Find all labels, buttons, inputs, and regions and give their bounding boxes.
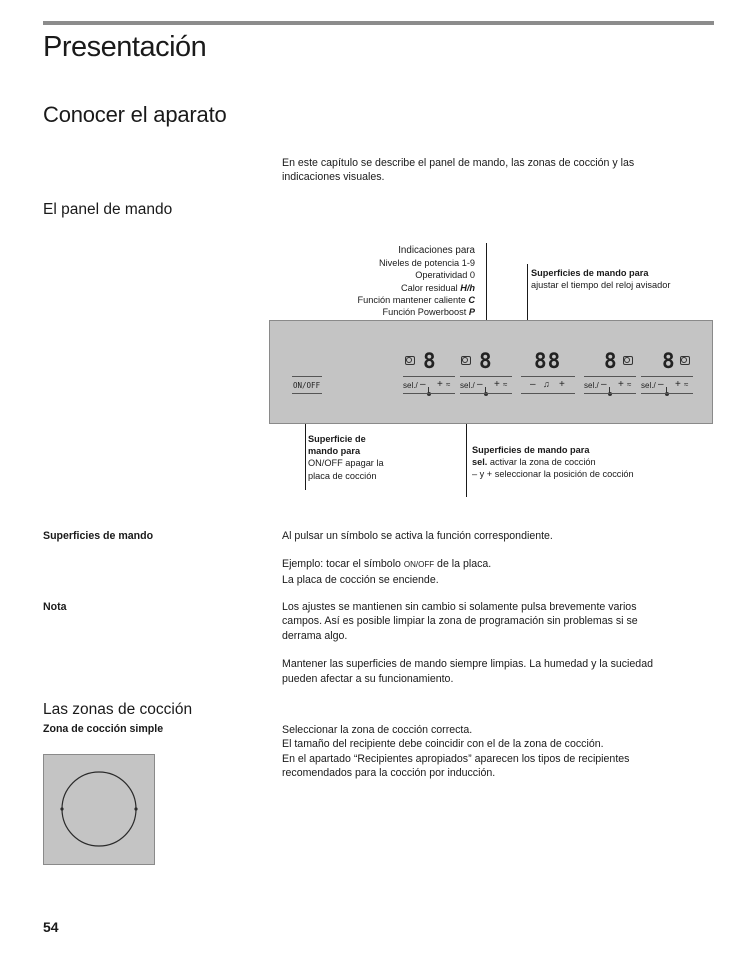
thermometer-icon: [608, 387, 611, 396]
timer-minus-button[interactable]: –: [530, 379, 536, 390]
single-zone-illustration: [43, 754, 155, 865]
controls-text: Al pulsar un símbolo se activa la función correspondiente. Ejemplo: tocar el símbolo ON/OFF de la placa. La placa de cocción se enciende.: [282, 530, 553, 586]
select-callout: Superficies de mando para sel. activar la zona de cocción – y + seleccionar la posición de cocción: [472, 445, 634, 480]
zone-2-display: 8: [479, 349, 493, 373]
zone-front-right-icon: [680, 356, 690, 365]
timer-display: 88: [534, 349, 562, 373]
powerboost-icon[interactable]: ≈: [446, 380, 451, 389]
indicator-line: Calor residual H/h: [400, 282, 475, 293]
zones-sub-label: Zona de cocción simple: [43, 723, 164, 735]
zone-front-left-icon: [405, 356, 415, 365]
sel-button[interactable]: sel./: [403, 381, 418, 390]
plus-button[interactable]: +: [437, 379, 443, 390]
indicator-line: Función mantener caliente C: [357, 294, 475, 305]
minus-button[interactable]: –: [658, 379, 664, 390]
plus-button[interactable]: +: [618, 379, 624, 390]
indicator-line: Función Powerboost P: [382, 307, 475, 318]
indicator-line: Operatividad 0: [415, 270, 475, 281]
indicator-line: Niveles de potencia 1-9: [378, 258, 475, 269]
onoff-symbol: ON/OFF: [403, 560, 435, 570]
section-title: Conocer el aparato: [43, 102, 227, 127]
powerboost-glyph: P: [468, 307, 475, 318]
timer-callout: [531, 267, 716, 291]
minus-button[interactable]: –: [477, 379, 483, 390]
zone-3-controls[interactable]: [584, 376, 636, 396]
onoff-button[interactable]: [292, 376, 322, 396]
intro-line: indicaciones visuales.: [282, 171, 385, 184]
plus-button[interactable]: +: [494, 379, 500, 390]
sel-button[interactable]: sel./: [460, 381, 475, 390]
intro-line: En este capítulo se describe el panel de mando, las zonas de cocción y las: [282, 157, 635, 169]
zones-heading: Las zonas de cocción: [43, 701, 193, 718]
timer-callout-title: Superficies de mando para: [531, 268, 649, 278]
zone-2-controls[interactable]: [460, 376, 512, 396]
powerboost-icon[interactable]: ≈: [684, 380, 689, 389]
bell-icon: ♫: [543, 379, 550, 389]
controls-label: Superficies de mando: [43, 530, 154, 542]
sel-button[interactable]: sel./: [641, 381, 656, 390]
zone-1-display: 8: [423, 349, 437, 373]
zone-3-display: 8: [604, 349, 618, 373]
zone-4-controls[interactable]: [641, 376, 693, 396]
thermometer-icon: [484, 387, 487, 396]
header-rule: [43, 21, 714, 25]
note-text: Los ajustes se mantienen sin cambio si solamente pulsa brevemente varios campos. Así es posible limpiar la zona de programación sin problemas si se derrama algo. Mantener las superficies de mando siempre limpias. La humedad y la suciedad pueden afectar a su funcionamiento.: [282, 601, 653, 685]
cooking-zone-ring-icon: [44, 755, 154, 864]
minus-button[interactable]: –: [601, 379, 607, 390]
sel-button[interactable]: sel./: [584, 381, 599, 390]
timer-controls[interactable]: [521, 376, 575, 396]
note-label: Nota: [43, 601, 67, 613]
powerboost-icon[interactable]: ≈: [627, 380, 632, 389]
keep-warm-glyph: C: [468, 294, 475, 305]
thermometer-icon: [427, 387, 430, 396]
indicators-title: Indicaciones para: [398, 245, 475, 256]
plus-button[interactable]: +: [675, 379, 681, 390]
page-number: 54: [43, 919, 59, 935]
intro-text: [282, 156, 702, 185]
timer-callout-text: ajustar el tiempo del reloj avisador: [531, 280, 671, 291]
timer-plus-button[interactable]: +: [559, 379, 565, 390]
zone-4-display: 8: [662, 349, 676, 373]
powerboost-icon[interactable]: ≈: [503, 380, 508, 389]
onoff-callout: Superficie de mando para ON/OFF apagar la placa de cocción: [308, 434, 384, 481]
page-title: Presentación: [43, 31, 207, 63]
zone-rear-right-icon: [623, 356, 633, 365]
indicators-callout: [300, 245, 475, 318]
panel-heading: El panel de mando: [43, 201, 173, 218]
zone-rear-left-icon: [461, 356, 471, 365]
onoff-label: ON/OFF: [293, 381, 321, 390]
minus-button[interactable]: –: [420, 379, 426, 390]
zones-text: Seleccionar la zona de cocción correcta. El tamaño del recipiente debe coincidir con el de la zona de cocción. En el apartado “Recipientes apropiados” aparecen los tipos de recipientes recomendados para la cocción por inducción.: [282, 724, 630, 780]
residual-heat-glyph: H/h: [460, 282, 475, 293]
zone-1-controls[interactable]: [403, 376, 455, 396]
thermometer-icon: [665, 387, 668, 396]
